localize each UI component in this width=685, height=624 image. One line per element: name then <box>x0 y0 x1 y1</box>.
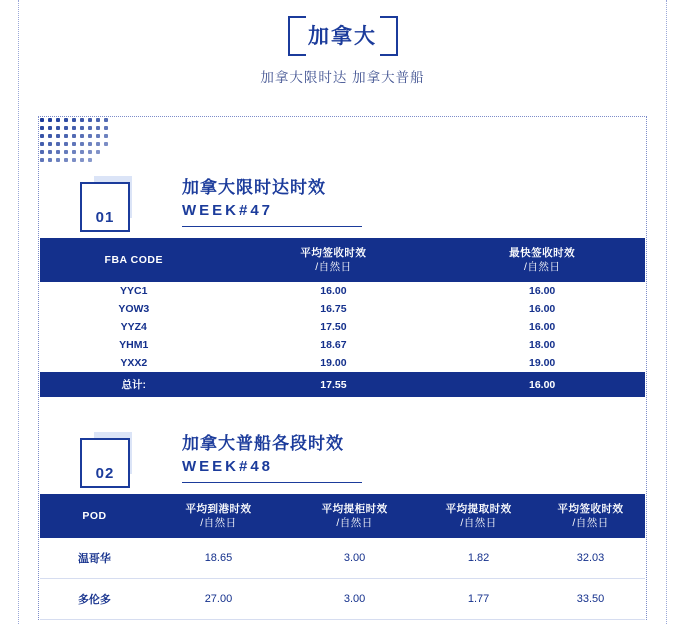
table-2-col-0-main: POD <box>82 510 107 522</box>
table-2-col-2-sub: /自然日 <box>336 517 373 529</box>
section-2-number-box <box>80 438 130 488</box>
table-1-r1-c2: 16.00 <box>439 300 645 318</box>
section-2-titles <box>182 432 362 483</box>
table-row <box>40 579 645 620</box>
page-title: 加拿大 <box>308 24 377 48</box>
table-1-col-0 <box>40 238 228 282</box>
section-1-number-box <box>80 182 130 232</box>
table-1-col-1 <box>228 238 440 282</box>
section-2-number: 02 <box>95 465 115 482</box>
table-row <box>40 538 645 579</box>
table-2-r0-c2: 3.00 <box>288 538 421 579</box>
table-canada-ocean <box>40 494 645 620</box>
table-2-r1-c1: 27.00 <box>149 579 288 620</box>
table-1-col-2-main: 最快签收时效 <box>509 247 576 259</box>
table-2-col-1 <box>149 494 288 538</box>
table-1-r4-c0: YXX2 <box>40 354 228 372</box>
table-1-r0-c2: 16.00 <box>439 282 645 300</box>
table-2-r0-c3: 1.82 <box>421 538 536 579</box>
table-2-r0-c1: 18.65 <box>149 538 288 579</box>
table-1-total-row <box>40 372 645 397</box>
table-2-col-1-sub: /自然日 <box>200 517 237 529</box>
section-2-week: WEEK#48 <box>182 456 362 483</box>
table-1-r1-c1: 16.75 <box>228 300 440 318</box>
table-2-col-4-sub: /自然日 <box>572 517 609 529</box>
table-1-total-avg: 17.55 <box>228 372 440 397</box>
table-2-body <box>40 538 645 620</box>
table-canada-express <box>40 238 645 397</box>
section-2-title: 加拿大普船各段时效 <box>182 434 344 453</box>
table-1-head <box>40 238 645 282</box>
table-2-head <box>40 494 645 538</box>
table-1-total-label: 总计: <box>40 372 228 397</box>
table-1-r0-c0: YYC1 <box>40 282 228 300</box>
table-2-r0-c4: 32.03 <box>536 538 645 579</box>
table-2-col-3-main: 平均提取时效 <box>445 503 512 515</box>
table-1-r3-c0: YHM1 <box>40 336 228 354</box>
section-1-title: 加拿大限时达时效 <box>182 178 326 197</box>
table-row <box>40 300 645 318</box>
table-1-r2-c2: 16.00 <box>439 318 645 336</box>
table-2-col-2 <box>288 494 421 538</box>
table-2-col-0 <box>40 494 149 538</box>
table-row <box>40 282 645 300</box>
table-row <box>40 354 645 372</box>
table-2-r0-pod: 温哥华 <box>40 538 149 579</box>
title-bracket-frame <box>288 16 398 56</box>
table-1-col-0-main: FBA CODE <box>104 254 163 266</box>
table-2-r1-pod: 多伦多 <box>40 579 149 620</box>
section-canada-express <box>0 176 685 397</box>
table-1-r0-c1: 16.00 <box>228 282 440 300</box>
table-2-r1-c4: 33.50 <box>536 579 645 620</box>
table-1-col-1-main: 平均签收时效 <box>300 247 367 259</box>
table-1-r3-c2: 18.00 <box>439 336 645 354</box>
dot-matrix-decoration <box>40 118 112 168</box>
bracket-bottom-right-icon <box>380 26 398 56</box>
table-1-r4-c2: 19.00 <box>439 354 645 372</box>
section-canada-ocean <box>0 432 685 620</box>
table-2-r1-c3: 1.77 <box>421 579 536 620</box>
table-2-r1-c2: 3.00 <box>288 579 421 620</box>
table-1-r2-c0: YYZ4 <box>40 318 228 336</box>
section-1-titles <box>182 176 362 227</box>
table-1-r4-c1: 19.00 <box>228 354 440 372</box>
table-1-col-2 <box>439 238 645 282</box>
page-header <box>0 0 685 100</box>
table-2-col-4-main: 平均签收时效 <box>557 503 624 515</box>
table-1-total-fastest: 16.00 <box>439 372 645 397</box>
table-row <box>40 318 645 336</box>
table-1-r1-c0: YOW3 <box>40 300 228 318</box>
table-2-col-1-main: 平均到港时效 <box>185 503 252 515</box>
section-1-week: WEEK#47 <box>182 200 362 227</box>
table-1-r2-c1: 17.50 <box>228 318 440 336</box>
section-1-header <box>80 176 685 238</box>
table-2-col-2-main: 平均提柜时效 <box>321 503 388 515</box>
bracket-bottom-left-icon <box>288 26 306 56</box>
page-subtitle: 加拿大限时达 加拿大普船 <box>260 70 425 85</box>
table-row <box>40 336 645 354</box>
table-2-col-3 <box>421 494 536 538</box>
section-2-header <box>80 432 685 494</box>
table-1-col-1-sub: /自然日 <box>315 261 352 273</box>
table-1-body <box>40 282 645 397</box>
table-2-col-3-sub: /自然日 <box>460 517 497 529</box>
table-1-r3-c1: 18.67 <box>228 336 440 354</box>
table-1-header-row <box>40 238 645 282</box>
section-1-number: 01 <box>95 209 115 226</box>
table-1-col-2-sub: /自然日 <box>523 261 561 273</box>
table-2-header-row <box>40 494 645 538</box>
table-2-col-4 <box>536 494 645 538</box>
